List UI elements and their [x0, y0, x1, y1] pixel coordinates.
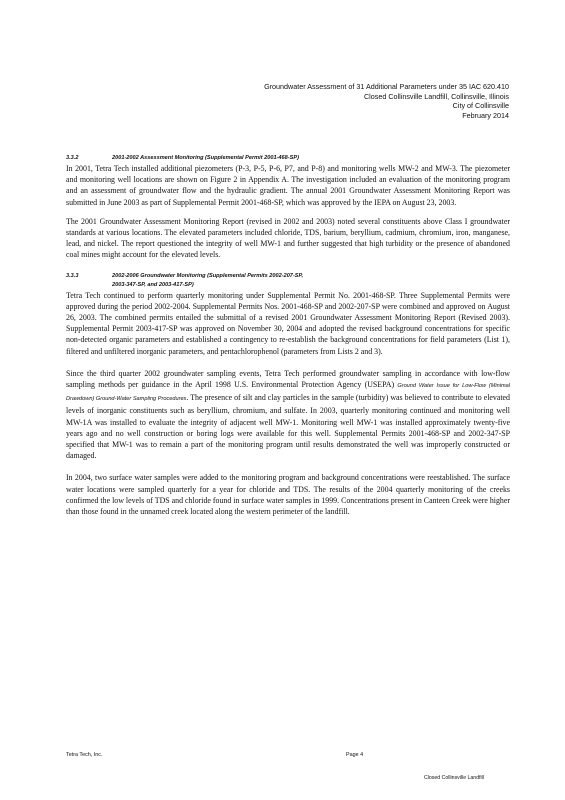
main-content — [66, 154, 510, 528]
paragraph: The 2001 Groundwater Assessment Monitoring Report (revised in 2002 and 2003) noted several constituents above Class I groundwater standards at various locations. The elevated parameters included chloride, TDS, barium, beryllium, cadmium, chromium, iron, manganese, lead, and nickel. The report questioned the integrity of well MW-1 and further suggested that high turbidity or the presence of abandoned coal mines might account for the elevated levels. — [66, 216, 510, 260]
header-site: Closed Collinsville Landfill, Collinsville, Illinois — [363, 91, 509, 101]
section-number: 3.3.2 — [66, 155, 79, 161]
paragraph: Tetra Tech continued to perform quarterly monitoring under Supplemental Permit No. 2001-468-SP. Three Supplemental Permits were approved during the period 2002-2004. Supplemental Permits Nos. 2001-468-SP and 2002-207-SP were combined and approved on August 26, 2003. The combined permits entailed the submittal of a revised 2001 Groundwater Assessment Monitoring Report (Revised 2003). Supplemental Permit 2003-417-SP was approved on November 30, 2004 and adopted the revised background concentrations for specific non-detected organic parameters and established a contingency to re-establish the background concentrations for field parameters (List 1), filtered and unfiltered inorganic parameters, and pentachlorophenol (parameters from Lists 2 and 3). — [66, 290, 510, 356]
header-report-title: Groundwater Assessment of 31 Additional Parameters under 35 IAC 620.410 — [264, 82, 509, 91]
footer-page-number: Page 4 — [346, 752, 364, 758]
paragraph: In 2004, two surface water samples were added to the monitoring program and background concentrations were reestablished. The surface water locations were sampled quarterly for a year for chloride and TDS. The results of the 2004 quarterly monitoring of the creeks confirmed the low levels of TDS and chloride found in surface water samples in 1999. Concentrations present in Canteen Creek were higher than those found in the unnamed creek located along the western perimeter of the landfill. — [66, 473, 510, 517]
paragraph — [66, 368, 510, 462]
footer-company: Tetra Tech, Inc. — [66, 752, 103, 758]
header-client: City of Collinsville — [452, 101, 509, 111]
header-date: February 2014 — [462, 110, 509, 120]
section-number: 3.3.3 — [66, 272, 79, 279]
page-header — [264, 82, 509, 120]
section-title-line-2: 2003-347-SP, and 2003-417-SP) — [112, 281, 194, 288]
paragraph-text: . The presence of silt and clay particles in the sample (turbidity) was believed to contribute to elevated levels of inorganic constituents such as beryllium, chromium, and sulfate. In 2003, quarterly monitoring continued and monitoring well MW-1A was installed to evaluate the integrity of adjacent well MW-1. Monitoring well MW-1 was installed approximately twenty-five years ago and no well construction or boring logs were available for this well. Supplemental Permits 2001-468-SP and 2002-347-SP specified that MW-1 was to remain a part of the monitoring program until results demonstrated the well was improperly constructed or damaged. — [66, 393, 510, 461]
section-title-line-1: 2002-2006 Groundwater Monitoring (Supplemental Permits 2002-207-SP, — [112, 272, 304, 279]
paragraph: In 2001, Tetra Tech installed additional piezometers (P-3, P-5, P-6, P7, and P-8) and monitoring wells MW-2 and MW-3. The piezometer and monitoring well locations are shown on Figure 2 in Appendix A. The investigation included an evaluation of the monitoring program and an assessment of groundwater flow and the hydraulic gradient. The annual 2001 Groundwater Assessment Monitoring Report was submitted in June 2003 as part of Supplemental Permit 2001-468-SP, which was approved by the IEPA on August 23, 2003. — [66, 164, 510, 207]
document-citation: Ground Water Issue for Low-Flow (Minimal Drawdown) Ground-Water Sampling Procedures — [66, 383, 510, 403]
paragraph-text: Since the third quarter 2002 groundwater sampling events, Tetra Tech performed groundwater sampling in accordance with low-flow sampling methods per guidance in the April 1998 U.S. Environmental Protection Agency (USEPA) — [66, 368, 510, 390]
section-heading-3-3-2 — [66, 154, 510, 163]
section-title: 2001-2002 Assessment Monitoring (Supplemental Permit 2001-468-SP) — [112, 155, 299, 161]
section-heading-3-3-3 — [66, 272, 510, 290]
footer-site-label: Closed Collinsville Landfill — [424, 775, 484, 781]
